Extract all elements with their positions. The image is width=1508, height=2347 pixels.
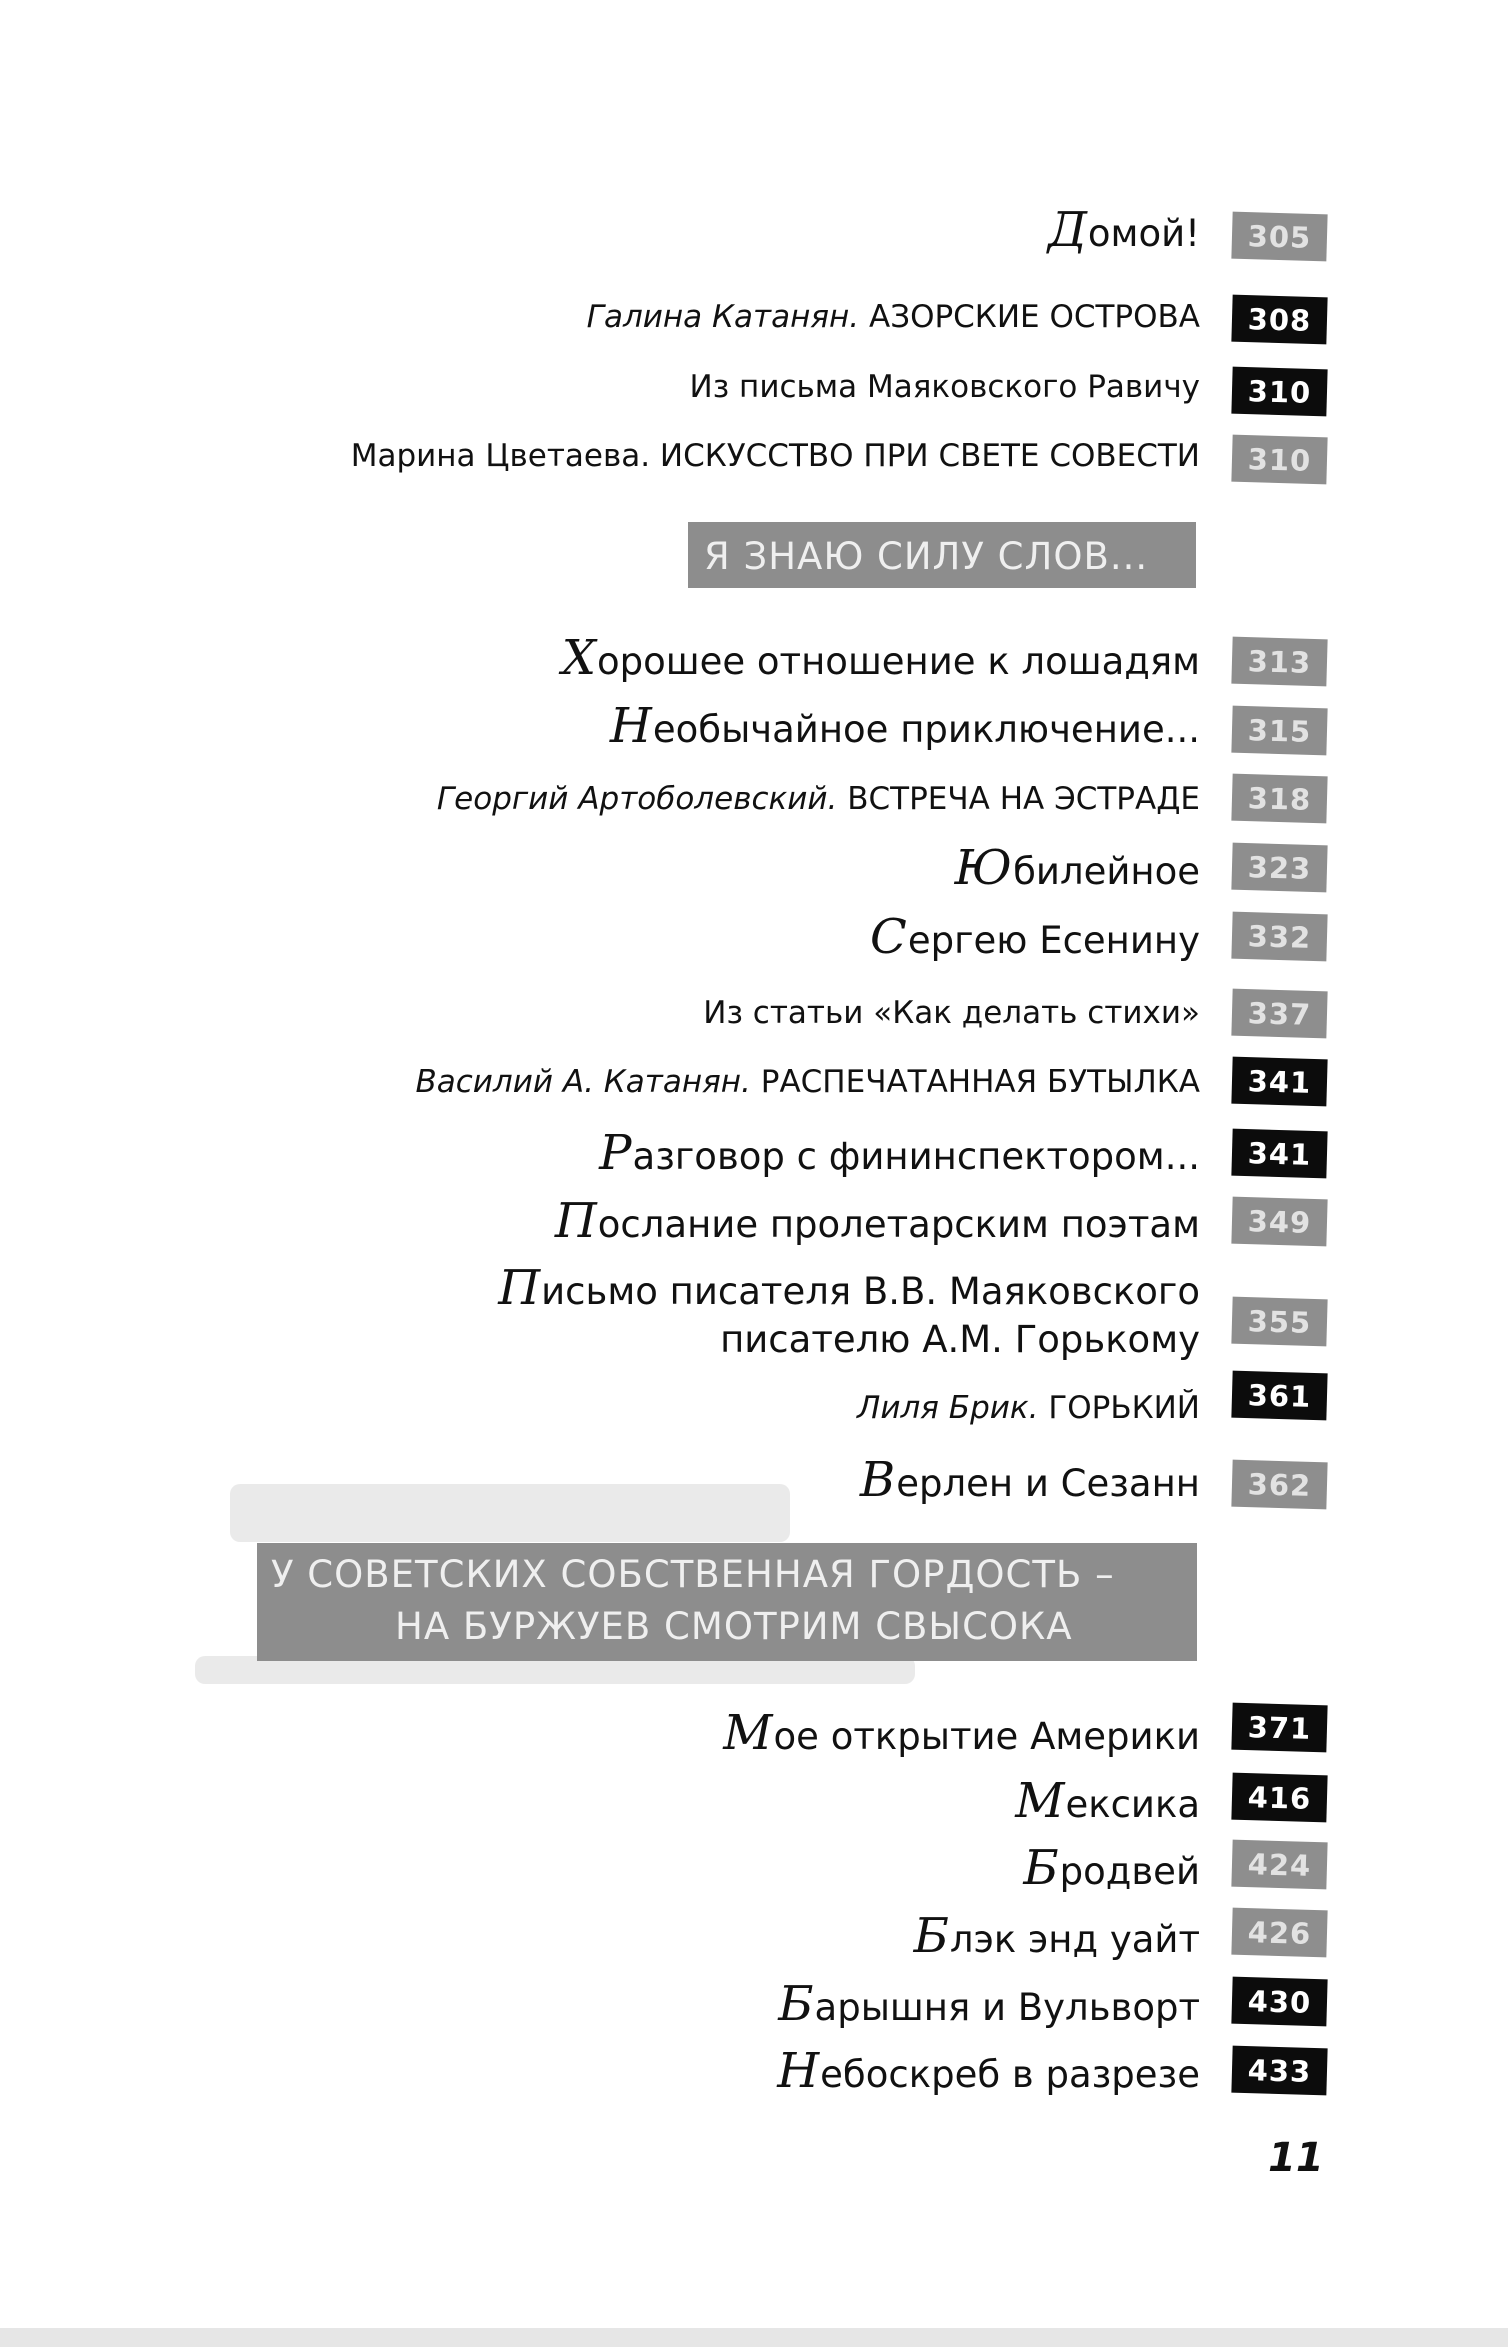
decorative-initial: Н: [609, 698, 652, 754]
toc-entry[interactable]: [778, 1976, 1200, 2032]
toc-entry-title: АЗОРСКИЕ ОСТРОВА: [868, 299, 1200, 335]
toc-entry-title: еобычайное приключение...: [652, 708, 1200, 751]
toc-entry[interactable]: [1023, 1840, 1200, 1896]
toc-entry-author: Василий А. Катанян.: [415, 1064, 751, 1100]
page-number-tab: 310: [1231, 435, 1327, 485]
toc-entry[interactable]: [554, 1193, 1200, 1249]
toc-entry-title: ерлен и Сезанн: [896, 1462, 1200, 1505]
toc-entry-title: Из статьи «Как делать стихи»: [703, 995, 1200, 1031]
section-heading: [688, 522, 1196, 588]
page-number-tab: 310: [1231, 367, 1327, 417]
toc-entry[interactable]: [599, 1125, 1200, 1181]
page-number-tab: 371: [1231, 1703, 1327, 1753]
toc-entry-title: азговор с фининспектором...: [632, 1135, 1200, 1178]
page-number-tab: 305: [1231, 212, 1327, 262]
toc-entry-title: ексика: [1065, 1783, 1200, 1826]
decorative-initial: Б: [913, 1908, 949, 1964]
decorative-initial: М: [723, 1705, 773, 1761]
page-number-tab: 430: [1231, 1977, 1327, 2027]
toc-entry[interactable]: [870, 909, 1200, 965]
toc-entry-title: исьмо писателя В.В. Маяковского: [541, 1270, 1200, 1313]
section-heading-text: Я ЗНАЮ СИЛУ СЛОВ...: [704, 535, 1149, 578]
toc-entry-title: РАСПЕЧАТАННАЯ БУТЫЛКА: [760, 1064, 1200, 1100]
decorative-initial: М: [1015, 1773, 1065, 1829]
page-number-tab: 315: [1231, 706, 1327, 756]
decorative-initial: В: [859, 1452, 896, 1508]
section-heading-line1: У СОВЕТСКИХ СОБСТВЕННАЯ ГОРДОСТЬ –: [271, 1553, 1115, 1596]
toc-entry[interactable]: [689, 369, 1200, 405]
toc-entry[interactable]: [415, 1064, 1200, 1100]
page-number-tab: 332: [1231, 912, 1327, 962]
toc-entry[interactable]: [350, 438, 1200, 474]
toc-entry[interactable]: [954, 840, 1200, 896]
page-number-tab: 337: [1231, 989, 1327, 1039]
toc-entry[interactable]: [498, 1260, 1200, 1316]
section-heading: [257, 1543, 1197, 1661]
toc-entry-title: лэк энд уайт: [949, 1918, 1200, 1961]
page-number: 11: [1268, 2135, 1324, 2181]
toc-entry-title: ГОРЬКИЙ: [1048, 1390, 1200, 1426]
decorative-initial: Х: [561, 630, 597, 686]
decorative-initial: Б: [1023, 1840, 1059, 1896]
page-number-tab: 313: [1231, 637, 1327, 687]
page-number-tab: 308: [1231, 295, 1327, 345]
decorative-initial: П: [554, 1193, 597, 1249]
toc-entry[interactable]: [609, 698, 1200, 754]
page-number-tab: 362: [1231, 1460, 1327, 1510]
toc-entry[interactable]: [723, 1705, 1200, 1761]
page-number-tab: 341: [1231, 1057, 1327, 1107]
page-number-tab: 323: [1231, 843, 1327, 893]
decorative-initial: Д: [1047, 202, 1087, 258]
ghost-texture: [230, 1484, 790, 1542]
toc-entry[interactable]: [777, 2043, 1200, 2099]
toc-entry[interactable]: [1047, 202, 1200, 258]
toc-entry-author: Георгий Артоболевский.: [436, 781, 838, 817]
page-number-tab: 424: [1231, 1840, 1327, 1890]
toc-entry[interactable]: [859, 1452, 1200, 1508]
page-number-tab: 318: [1231, 774, 1327, 824]
toc-entry-title: ергею Есенину: [907, 919, 1200, 962]
toc-entry[interactable]: [857, 1390, 1200, 1426]
toc-entry[interactable]: [1015, 1773, 1200, 1829]
toc-entry-title: Марина Цветаева. ИСКУССТВО ПРИ СВЕТЕ СОВЕСТИ: [350, 438, 1200, 474]
toc-entry[interactable]: [436, 781, 1200, 817]
toc-entry-author: Галина Катанян.: [586, 299, 860, 335]
page-number-tab: 355: [1231, 1297, 1327, 1347]
page-number-tab: 349: [1231, 1197, 1327, 1247]
page-number-tab: 361: [1231, 1371, 1327, 1421]
toc-entry-title: ВСТРЕЧА НА ЭСТРАДЕ: [847, 781, 1200, 817]
page-number-tab: 433: [1231, 2046, 1327, 2096]
toc-entry-title: арышня и Вульворт: [814, 1986, 1200, 2029]
toc-entry-title: ое открытие Америки: [773, 1715, 1200, 1758]
section-heading-line2: НА БУРЖУЕВ СМОТРИМ СВЫСОКА: [395, 1605, 1073, 1648]
decorative-initial: С: [870, 909, 907, 965]
toc-entry-title-line2: писателю А.М. Горькому: [720, 1318, 1200, 1361]
toc-entry-title: билейное: [1013, 850, 1200, 893]
toc-entry[interactable]: [703, 995, 1200, 1031]
toc-entry[interactable]: [561, 630, 1200, 686]
decorative-initial: П: [498, 1260, 541, 1316]
page-number-tab: 416: [1231, 1773, 1327, 1823]
decorative-initial: Б: [778, 1976, 814, 2032]
page-number-tab: 341: [1231, 1129, 1327, 1179]
toc-entry-title: орошее отношение к лошадям: [597, 640, 1200, 683]
bottom-strip: [0, 2328, 1508, 2347]
toc-entry[interactable]: [913, 1908, 1200, 1964]
decorative-initial: Р: [599, 1125, 632, 1181]
toc-entry-author: Лиля Брик.: [857, 1390, 1039, 1426]
decorative-initial: Н: [777, 2043, 820, 2099]
toc-entry-continuation: [720, 1318, 1200, 1361]
toc-entry-title: Из письма Маяковского Равичу: [689, 369, 1200, 405]
toc-entry-title: омой!: [1087, 212, 1200, 255]
page-number-tab: 426: [1231, 1908, 1327, 1958]
toc-entry-title: ослание пролетарским поэтам: [597, 1203, 1200, 1246]
toc-entry[interactable]: [586, 299, 1200, 335]
toc-entry-title: родвей: [1059, 1850, 1200, 1893]
decorative-initial: Ю: [954, 840, 1013, 896]
toc-entry-title: ебоскреб в разрезе: [820, 2053, 1200, 2096]
